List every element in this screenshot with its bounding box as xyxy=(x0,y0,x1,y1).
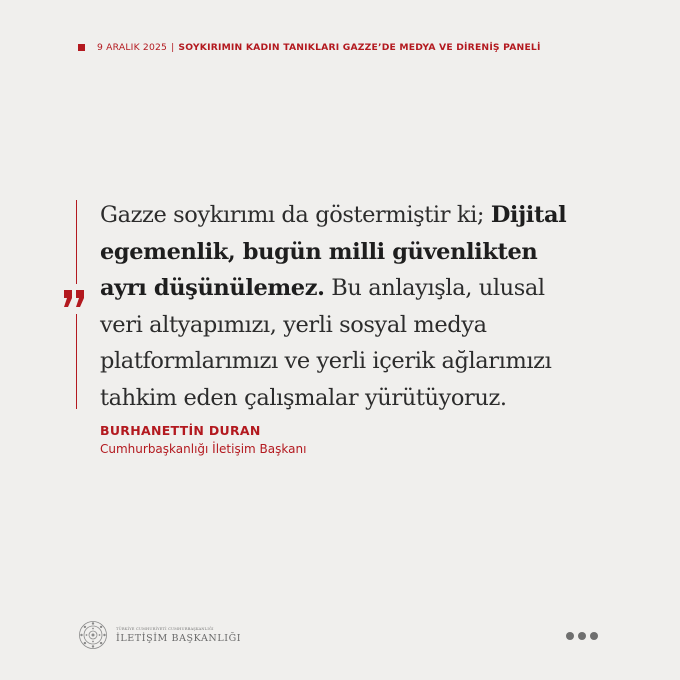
emblem-icon xyxy=(78,620,108,650)
quote-line-1 xyxy=(100,197,660,234)
more-dots-icon[interactable] xyxy=(566,632,598,640)
logo-big-text: İLETİŞİM BAŞKANLIĞI xyxy=(116,632,242,644)
quote-line-2-bold: egemenlik, bugün milli güvenlikten xyxy=(100,238,538,265)
quote-line-6: tahkim eden çalışmalar yürütüyoruz. xyxy=(100,384,507,411)
quote-line-2 xyxy=(100,234,660,271)
dot xyxy=(590,632,598,640)
dot xyxy=(566,632,574,640)
quote-text xyxy=(100,197,660,417)
header-date: 9 ARALIK 2025 xyxy=(97,42,168,53)
logo-texts xyxy=(116,627,241,644)
quote-mark-icon xyxy=(60,284,88,314)
quote-line-4: veri altyapımızı, yerli sosyal medya xyxy=(100,311,487,338)
header-event-title: SOYKIRIMIN KADIN TANIKLARI GAZZE’DE MEDYA VE DİRENİŞ PANELİ xyxy=(178,42,541,53)
header-square-icon xyxy=(78,44,85,51)
quote-line-3 xyxy=(100,270,660,307)
header xyxy=(78,42,541,53)
quote-line-3-bold: ayrı düşünülemez. xyxy=(100,275,325,302)
dot xyxy=(578,632,586,640)
quote-line-5: platformlarımızı ve yerli içerik ağlarımızı xyxy=(100,348,552,375)
quote-line-3-text: Bu anlayışla, ulusal xyxy=(324,275,545,302)
author-name: BURHANETTİN DURAN xyxy=(100,423,261,438)
header-separator: | xyxy=(171,42,175,53)
organization-logo xyxy=(78,620,241,650)
author-title: Cumhurbaşkanlığı İletişim Başkanı xyxy=(100,442,307,456)
quote-line-1-bold: Dijital xyxy=(490,202,567,228)
quote-line-1-text: Gazze soykırımı da göstermiştir ki; xyxy=(100,202,491,228)
logo-small-text: TÜRKİYE CUMHURİYETİ CUMHURBAŞKANLIĞI xyxy=(116,626,214,631)
